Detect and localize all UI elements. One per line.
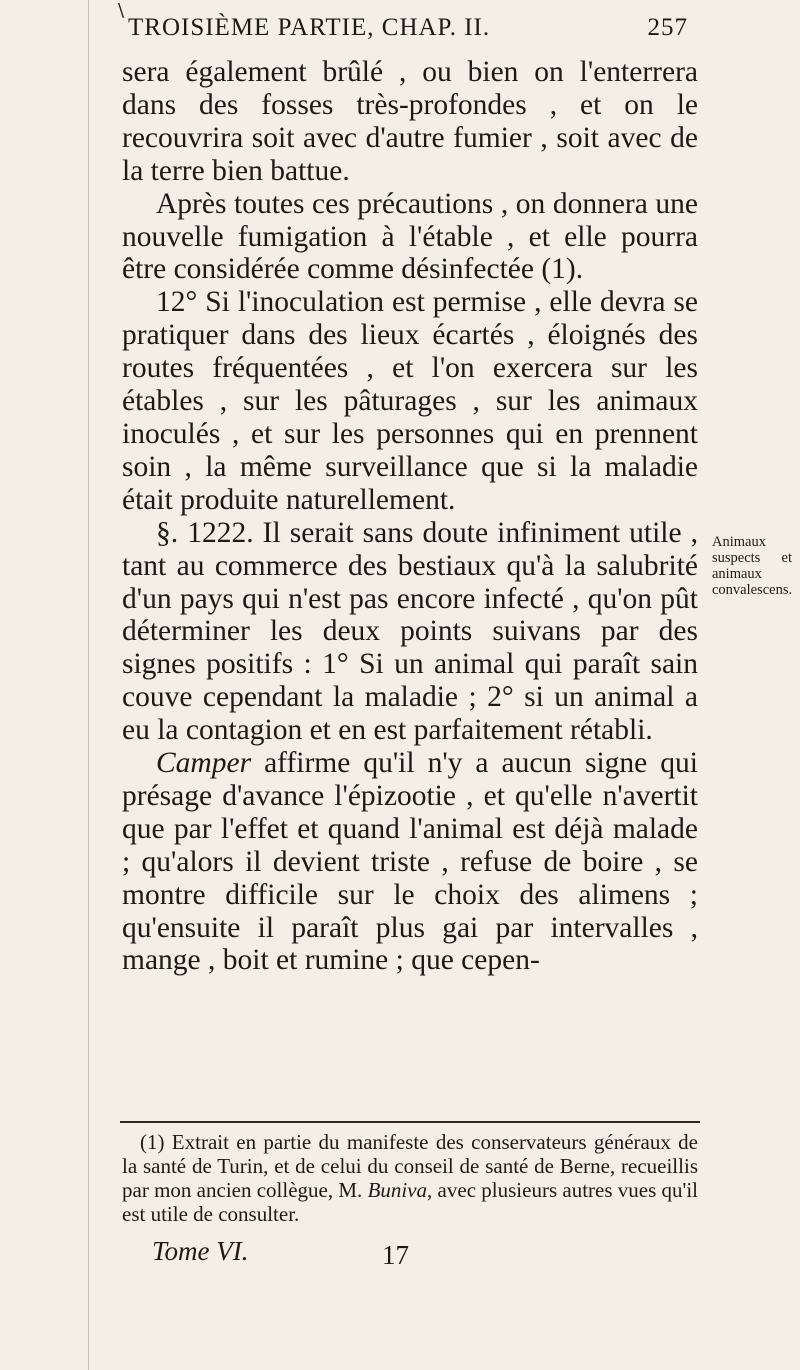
paragraph-5 bbox=[122, 747, 698, 977]
tome-label: Tome VI. bbox=[152, 1236, 249, 1266]
paragraph-5-text: affirme qu'il n'y a aucun signe qui présage d'avance l'épizootie , et qu'elle n'avertit que par l'effet et quand l'animal est déjà malade ; qu'alors il devient triste , refuse de boire , se montre difficile sur le choix des alimens ; qu'ensuite il paraît plus gai par intervalles , mange , boit et rumine ; que cepen- bbox=[122, 747, 698, 977]
margin-note: Animaux suspects et animaux convalescens. bbox=[712, 534, 793, 598]
page-number: 257 bbox=[647, 14, 688, 41]
paragraph-4: §. 1222. Il serait sans doute infiniment utile , tant au commerce des bestiaux qu'à la salubrité d'un pays qui n'est pas encore infecté , qu'on pût déterminer les deux points suivans par des signes positifs : 1° Si un animal qui paraît sain couve cependant la maladie ; 2° si un animal a eu la contagion et en est parfaitement rétabli. bbox=[122, 516, 698, 747]
footnote-text-after: , avec plusieurs autres vues qu'il est utile de consulter. bbox=[122, 1178, 698, 1226]
body-text bbox=[122, 56, 698, 977]
footnote-rule bbox=[120, 1121, 700, 1123]
page-edge-line bbox=[88, 0, 89, 1370]
footnote-name: Buniva bbox=[367, 1178, 428, 1202]
footnote-text-before: (1) Extrait en partie du manifeste des conservateurs généraux de la santé de Turin, et de celui du conseil de santé de Berne, recueillis par mon ancien collègue, M. bbox=[122, 1130, 698, 1202]
running-head-title: TROISIÈME PARTIE, CHAP. II. bbox=[128, 14, 491, 41]
footnote bbox=[122, 1130, 698, 1226]
paragraph-3: 12° Si l'inoculation est permise , elle devra se pratiquer dans des lieux écartés , éloignés des routes fréquentées , et l'on exercera sur les étables , sur les pâturages , sur les animaux inoculés , et sur les personnes qui en prennent soin , la même surveillance que si la maladie était produite naturellement. bbox=[122, 286, 698, 516]
author-name-camper: Camper bbox=[156, 747, 252, 780]
paragraph-1: sera également brûlé , ou bien on l'enterrera dans des fosses très-profondes , et on le recouvrira soit avec d'autre fumier , soit avec de la terre bien battue. bbox=[122, 56, 698, 187]
paragraph-2: Après toutes ces précautions , on donnera une nouvelle fumigation à l'étable , et elle pourra être considérée comme désinfectée (1). bbox=[122, 187, 698, 286]
running-head bbox=[128, 14, 688, 42]
signature-mark: 17 bbox=[382, 1240, 409, 1270]
corner-mark: \ bbox=[118, 0, 125, 21]
